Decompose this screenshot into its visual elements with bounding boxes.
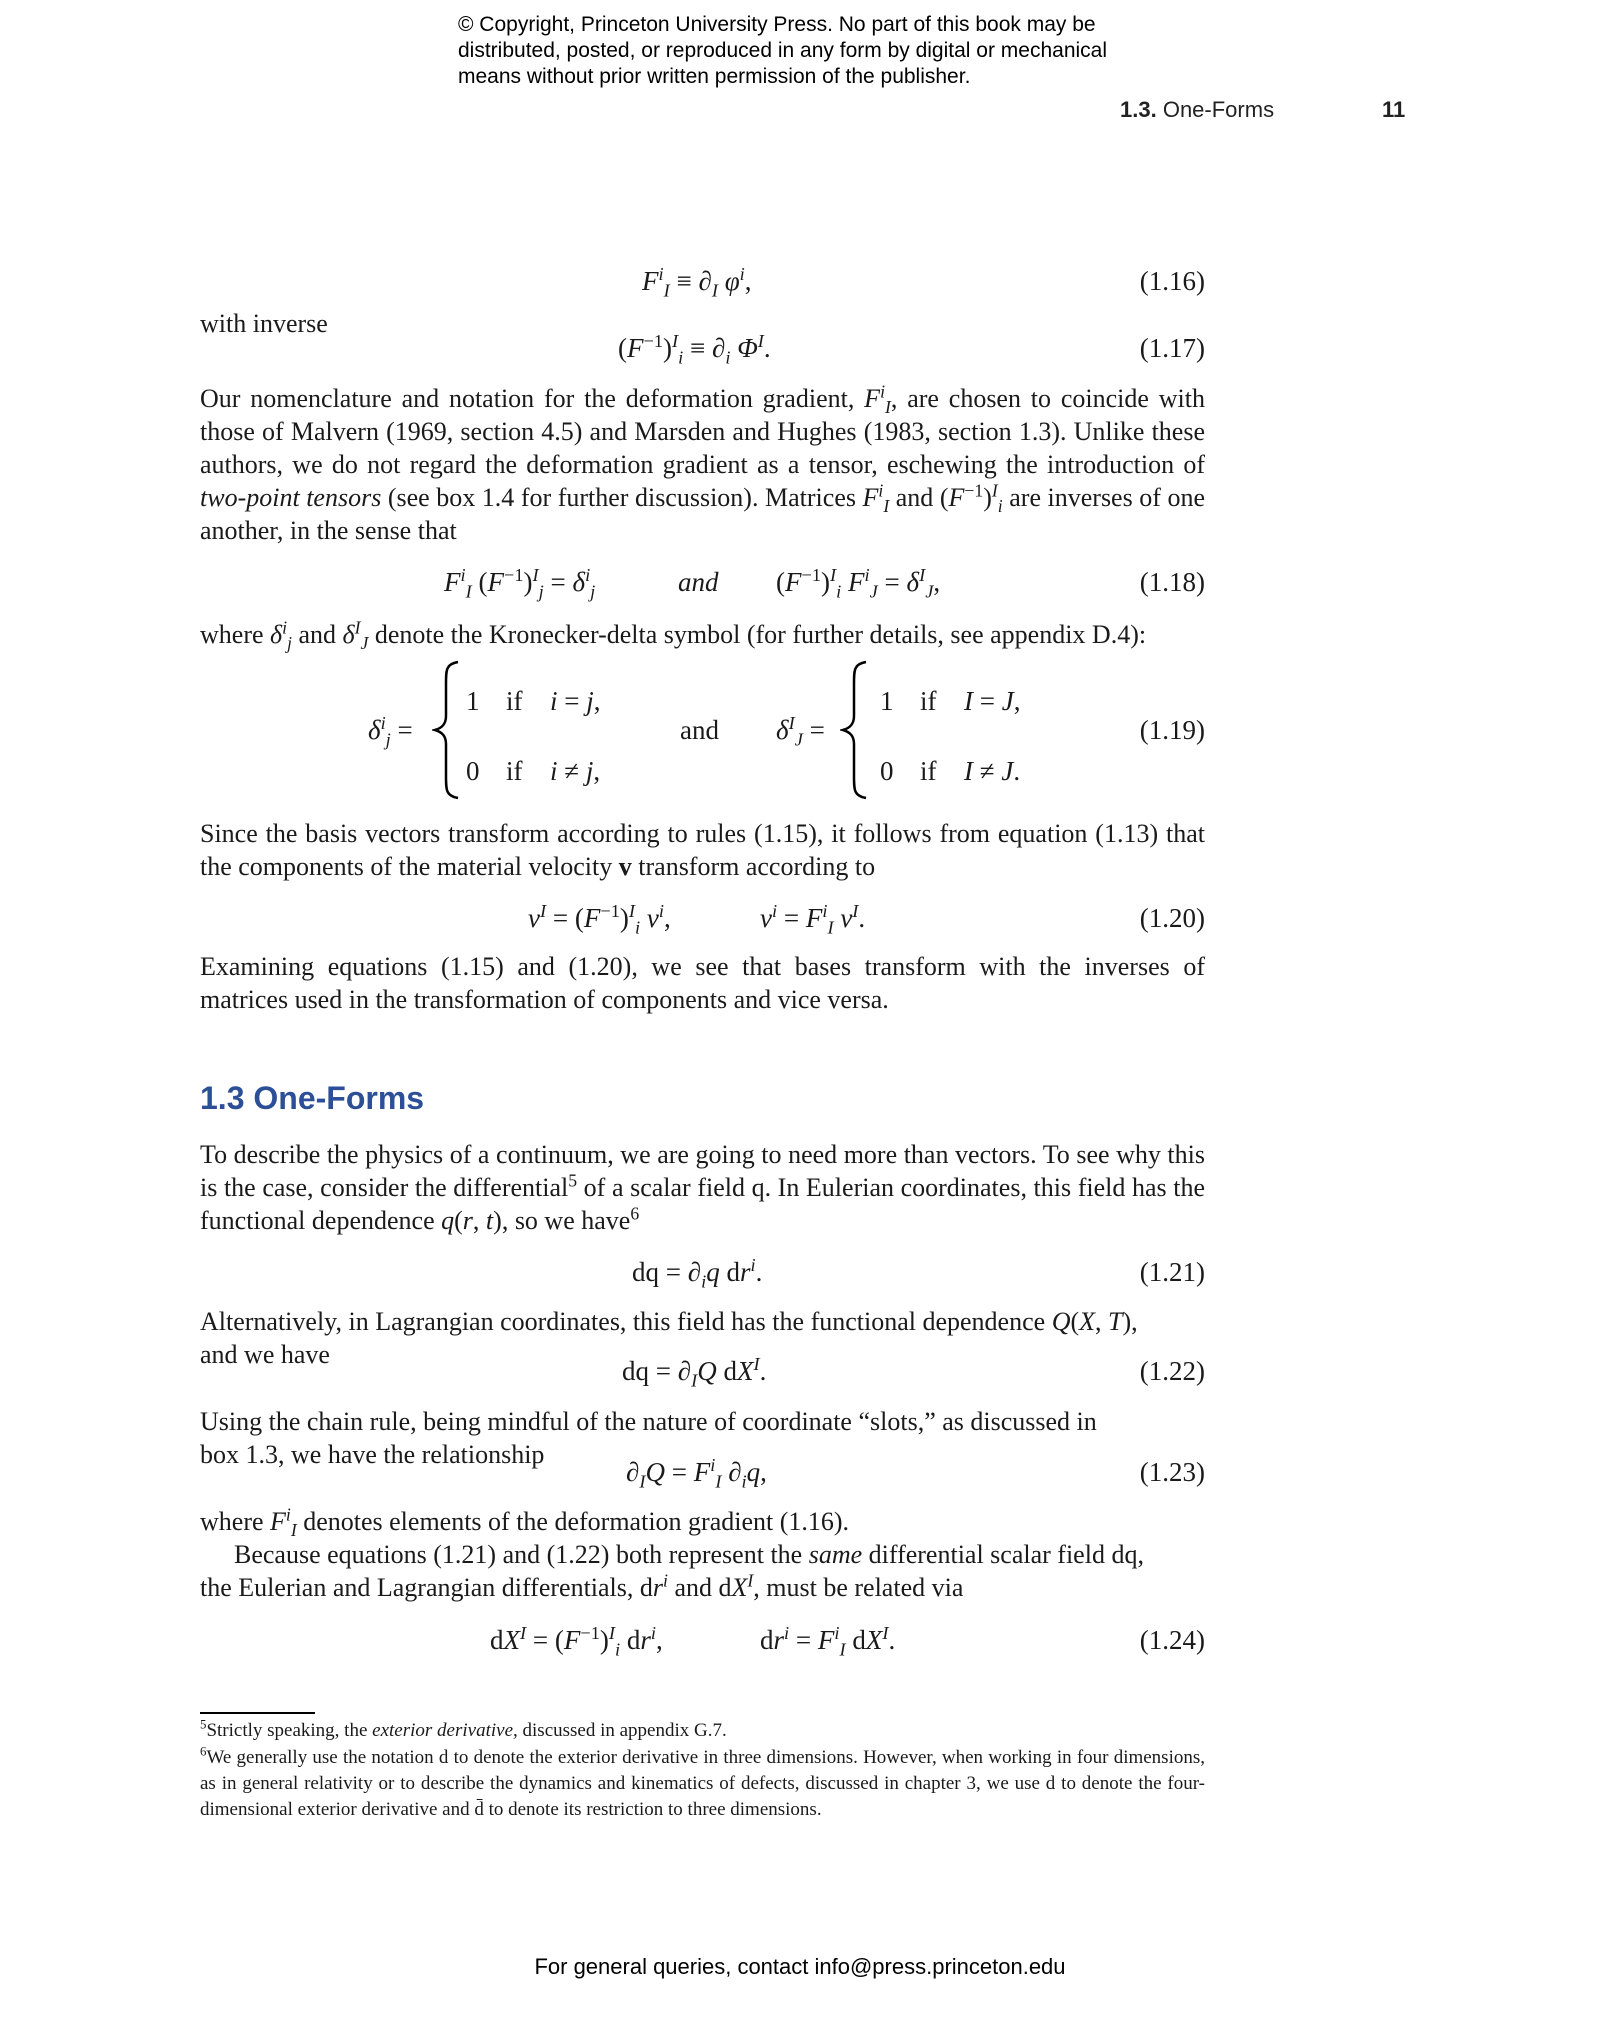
paragraph-deformation-elements: where $F^i_I$ denotes elements of the deformation gradient (1.16). xyxy=(200,1504,850,1541)
emphasis-two-point-tensors: two-point tensors xyxy=(200,483,382,512)
text-run: , discussed in appendix G.7. xyxy=(513,1720,727,1741)
text-run: denote the Kronecker-delta symbol (for further details, see appendix D.4): xyxy=(368,620,1147,649)
paragraph-lagrangian: Alternatively, in Lagrangian coordinates, this field has the functional dependence Q(X, T), xyxy=(200,1307,1138,1336)
footnote-ref: 6 xyxy=(630,1203,640,1224)
paragraph-kronecker: where $\delta^i_j$ and $\delta^I_J$ denote the Kronecker-delta symbol (for further details, see appendix D.4): xyxy=(200,617,1147,654)
equation-number: (1.18) xyxy=(1139,567,1205,597)
text-run: (see box 1.4 for further discussion). Matrices xyxy=(381,483,863,512)
text-run: , so we have xyxy=(501,1206,631,1235)
equation-number: (1.20) xyxy=(1139,903,1205,933)
case-if: if xyxy=(506,756,523,786)
text-run: transform according to xyxy=(631,852,876,881)
equation-number: (1.22) xyxy=(1139,1356,1205,1386)
text-run: , must be related via xyxy=(753,1573,964,1602)
text-run: the Eulerian and Lagrangian differentials, xyxy=(200,1573,640,1602)
copyright-notice xyxy=(458,12,1218,90)
equation-number: (1.21) xyxy=(1139,1257,1205,1287)
text-run: To describe the physics of a continuum, we are going to need more than vectors. To see why this is the case, consider the differential xyxy=(200,1140,1205,1202)
text-relationship: box 1.3, we have the relationship xyxy=(200,1440,545,1469)
text-and-we-have: and we have xyxy=(200,1340,330,1369)
text-run: are inverses of one another, in the sense that xyxy=(200,483,1205,545)
text-run: , xyxy=(1131,1307,1138,1336)
equation-and: and xyxy=(678,567,719,597)
running-head xyxy=(1120,97,1410,123)
footnote-mark: 6 xyxy=(200,1743,207,1759)
emphasis-same: same xyxy=(808,1540,863,1569)
case-if: if xyxy=(920,756,937,786)
text-run: and xyxy=(667,1573,719,1602)
equation-1-17: $(F^{-1})^I_i \equiv \partial_i$ $\Phi^I$. (1.17) xyxy=(618,331,1205,368)
section-heading: 1.3 One-Forms xyxy=(200,1080,425,1116)
footnote-6 xyxy=(200,1745,1205,1823)
text-run: , xyxy=(1137,1540,1144,1569)
text-with-inverse: with inverse xyxy=(200,309,328,338)
copyright-line: © Copyright, Princeton University Press. No part of this book may be xyxy=(458,13,1096,36)
text-run: . In Eulerian coordinates, this field has the functional dependence xyxy=(200,1173,1205,1235)
text-run: Strictly speaking, the xyxy=(206,1720,373,1741)
left-brace-icon xyxy=(432,660,462,800)
left-brace-icon xyxy=(840,660,870,800)
paragraph-differentials-continued: the Eulerian and Lagrangian differentials, $dr^i$ and $dX^I$, must be related via xyxy=(200,1570,964,1602)
footer xyxy=(0,1954,1600,2020)
equation-1-22: dq = $\partial_IQ$ $dX^I$. (1.22) xyxy=(622,1354,1205,1391)
text-run: where xyxy=(200,620,271,649)
case-if: if xyxy=(920,686,937,716)
text-run: of a scalar field xyxy=(577,1173,752,1202)
text-run: Because equations (1.21) and (1.22) both represent the xyxy=(234,1540,809,1569)
emphasis-exterior-derivative: exterior derivative xyxy=(372,1720,514,1741)
text-run: Our nomenclature and notation for the deformation gradient, xyxy=(200,384,865,413)
footnote-5 xyxy=(200,1718,1205,1744)
equation-1-23: $\partial_IQ = F^i_I$ $\partial_iq$, (1.23) xyxy=(626,1455,1205,1492)
text-run: and xyxy=(291,620,343,649)
equation-number: (1.23) xyxy=(1139,1457,1205,1487)
footnote-ref: 5 xyxy=(568,1170,578,1191)
equation-1-16: $F^i_I \equiv \partial_I$ $\varphi^i$, (1.16) xyxy=(642,264,1205,301)
equation-number: (1.16) xyxy=(1139,266,1205,296)
velocity-symbol: v xyxy=(618,852,632,881)
page-number: 11 xyxy=(1382,97,1406,122)
paragraph-one-forms-intro: To describe the physics of a continuum, we are going to need more than vectors. To see why this is the case, consider the differential$^5$ of a scalar field q. In Eulerian coordinates, this field has the functional dependence q(r, t), so we have$^6$ xyxy=(200,1140,1205,1235)
text-run: where xyxy=(200,1507,271,1536)
equation-1-20: $v^I = (F^{-1})^I_i$ $v^i$, $v^i = F^i_I$ $v^I$. (1.20) xyxy=(528,901,1205,938)
running-head-section-title: One-Forms xyxy=(1162,97,1275,122)
copyright-line: distributed, posted, or reproduced in any form by digital or mechanical xyxy=(458,39,1108,62)
paragraph-examining: Examining equations (1.15) and (1.20), we see that bases transform with the inverses of matrices used in the transformation of components and vice versa. xyxy=(200,952,1205,1014)
text-run: , are chosen to coincide with those of Malvern (1969, section 4.5) and Marsden and Hughes (1983, section 1.3). Unlike these authors, we do not regard the deformation gradient as a tensor, eschewing the introduction of xyxy=(200,384,1205,479)
text-run: Alternatively, in Lagrangian coordinates, this field has the functional dependence xyxy=(200,1307,1052,1336)
running-head-section-number: 1.3. xyxy=(1120,97,1157,122)
equation-1-18: $F^i_I$ $(F^{-1})^I_j = \delta^i_j$ and $(F^{-1})^I_i$ $F^i_J = \delta^I_J$, (1.18) xyxy=(444,565,1205,602)
text-run: and xyxy=(889,483,940,512)
footer-contact: For general queries, contact info@press.princeton.edu xyxy=(534,1954,1066,1979)
paragraph-differentials: Because equations (1.21) and (1.22) both represent the same differential scalar field dq, xyxy=(234,1540,1144,1569)
equation-1-24: $dX^I = (F^{-1})^I_i$ $dr^i$, $dr^i = F^i_I$ $dX^I$. (1.24) xyxy=(490,1623,1205,1660)
equation-1-21: dq = $\partial_iq$ $dr^i$. (1.21) xyxy=(632,1255,1205,1292)
paragraph-nomenclature: Our nomenclature and notation for the deformation gradient, $F^i_I$, are chosen to coincide with those of Malvern (1969, section 4.5) and Marsden and Hughes (1983, section 1.3). Unlike these authors, we do not regard the deformation gradient as a tensor, eschewing the introduction of two-point tensors (see box 1.4 for further discussion). Matrices $F^i_I$ and $(F^{-1})^I_i$ are inverses of one another, in the sense that xyxy=(200,381,1205,545)
copyright-line: means without prior written permission of the publisher. xyxy=(458,65,971,88)
equation-number: (1.24) xyxy=(1139,1625,1205,1655)
paragraph-basis-vectors xyxy=(200,817,1205,883)
equation-and: and xyxy=(680,715,719,745)
case-if: if xyxy=(506,686,523,716)
paragraph-chain-rule: Using the chain rule, being mindful of the nature of coordinate “slots,” as discussed in xyxy=(200,1407,1097,1436)
text-run: We generally use the notation d to denote the exterior derivative in three dimensions. However, when working in four dimensions, as in general relativity or to describe the dynamics and kinematics of defects, discussed in chapter 3, we use d to denote the four-dimensional exterior derivative and d̄ to denote its restriction to three dimensions. xyxy=(200,1747,1205,1820)
equation-1-19: $\delta^i_j$ = 1 if i = j, 0 if i ≠ j, and $\delta^I_J$ = 1 if I = J, 0 if I ≠ J. (1.19) xyxy=(200,660,1205,800)
equation-number: (1.19) xyxy=(1139,715,1205,745)
footnote-rule xyxy=(200,1712,315,1714)
footnote-mark: 5 xyxy=(200,1716,207,1732)
text-run: denotes elements of the deformation gradient (1.16). xyxy=(296,1507,850,1536)
text-run: differential scalar field xyxy=(862,1540,1112,1569)
text-run: Since the basis vectors transform according to rules (1.15), it follows from equation (1.13) that the components of the material velocity xyxy=(200,819,1205,881)
equation-number: (1.17) xyxy=(1139,333,1205,363)
